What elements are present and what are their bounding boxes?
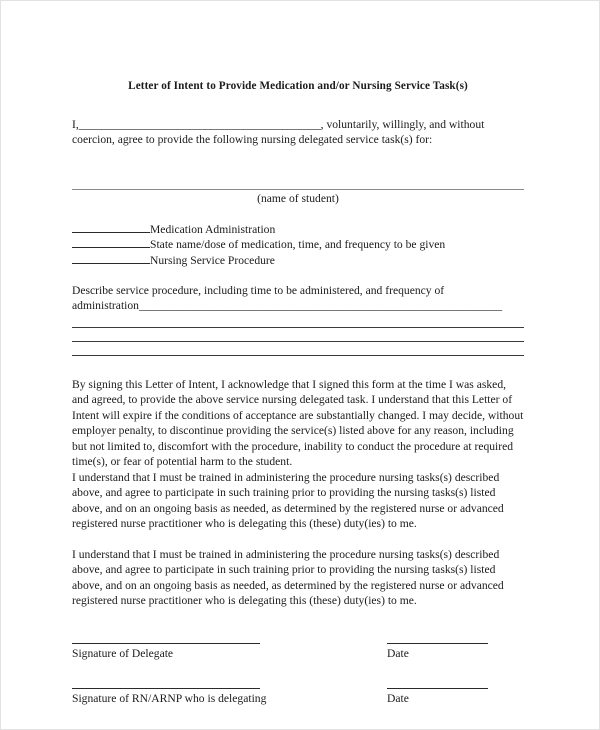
intro-line-2: coercion, agree to provide the following nursing delegated service task(s) for:	[72, 133, 433, 147]
spacer	[72, 174, 524, 189]
signature-rn-line[interactable]	[72, 688, 260, 689]
describe-label: administration	[72, 299, 139, 313]
signature-delegate-date-line[interactable]	[387, 643, 488, 644]
training-paragraph-1: I understand that I must be trained in administering the procedure nursing tasks(s) described above, and agree to participate in such training prior to providing the nursing tasks(s) listed above, and on an ongoing basis as needed, as determined by the registered nurse or advanced registered nurse practitioner who is delegating this (these) duty(ies) to me.	[72, 470, 504, 531]
signature-rn-field	[72, 688, 387, 707]
task-checklist	[72, 222, 524, 268]
signature-delegate-label: Signature of Delegate	[72, 647, 174, 661]
intro-after-blank: , voluntarily, willingly, and without	[320, 118, 485, 131]
training-paragraph-2: I understand that I must be trained in administering the procedure nursing tasks(s) described above, and agree to participate in such training prior to providing the nursing tasks(s) listed above, and on an ongoing basis as needed, as determined by the registered nurse or advanced registered nurse practitioner who is delegating this (these) duty(ies) to me.	[72, 547, 504, 608]
describe-line-2	[72, 298, 524, 313]
signature-delegate-field	[72, 643, 387, 662]
spacer	[72, 356, 524, 377]
signature-rn-date-label: Date	[387, 692, 409, 706]
signature-delegate-date-field	[387, 643, 524, 662]
student-name-caption: (name of student)	[257, 191, 339, 205]
task-checkbox-blank-1[interactable]	[72, 222, 150, 233]
signature-block	[72, 643, 524, 706]
spacer	[72, 608, 524, 634]
task-checkbox-blank-2[interactable]	[72, 238, 150, 249]
signature-row-delegate	[72, 643, 524, 662]
signature-delegate-date-label: Date	[387, 647, 409, 661]
task-label-3: Nursing Service Procedure	[150, 253, 275, 267]
describe-blank-field[interactable]: __________________________________________________________________	[138, 299, 502, 313]
spacer	[72, 148, 524, 174]
spacer	[72, 328, 524, 341]
spacer	[72, 314, 524, 327]
spacer	[72, 207, 524, 222]
intro-lead: I,	[72, 118, 79, 131]
name-blank-field[interactable]: ____________________________________________	[78, 118, 321, 131]
spacer	[72, 532, 524, 547]
describe-line-1: Describe service procedure, including time to be administered, and frequency of	[72, 283, 445, 297]
document-body	[72, 79, 524, 707]
acknowledgement-paragraph: By signing this Letter of Intent, I acknowledge that I signed this form at the time I was asked, and agreed, to provide the above service nursing delegated task. I understand that this Letter of Intent will expire if the conditions of acceptance are substantially changed. I may decide, without employer penalty, to discontinue providing the service(s) listed above for any reason, including but not limited to, discomfort with the procedure, inability to conduct the procedure at required time(s), or fear of potential harm to the student.	[72, 377, 524, 469]
spacer	[72, 634, 524, 643]
signature-rn-label: Signature of RN/ARNP who is delegating	[72, 692, 267, 706]
task-label-2: State name/dose of medication, time, and frequency to be given	[150, 238, 446, 252]
task-row	[72, 237, 524, 252]
task-row	[72, 222, 524, 237]
task-checkbox-blank-3[interactable]	[72, 253, 150, 264]
spacer	[72, 662, 524, 688]
spacer	[72, 268, 524, 283]
signature-rn-date-line[interactable]	[387, 688, 488, 689]
task-row	[72, 253, 524, 268]
task-label-1: Medication Administration	[150, 222, 276, 236]
page-title: Letter of Intent to Provide Medication and/or Nursing Service Task(s)	[128, 80, 468, 92]
intro-line-1	[72, 117, 524, 132]
signature-row-rn	[72, 688, 524, 707]
signature-delegate-line[interactable]	[72, 643, 260, 644]
signature-rn-date-field	[387, 688, 524, 707]
student-name-rule[interactable]	[72, 189, 524, 190]
spacer	[72, 342, 524, 355]
